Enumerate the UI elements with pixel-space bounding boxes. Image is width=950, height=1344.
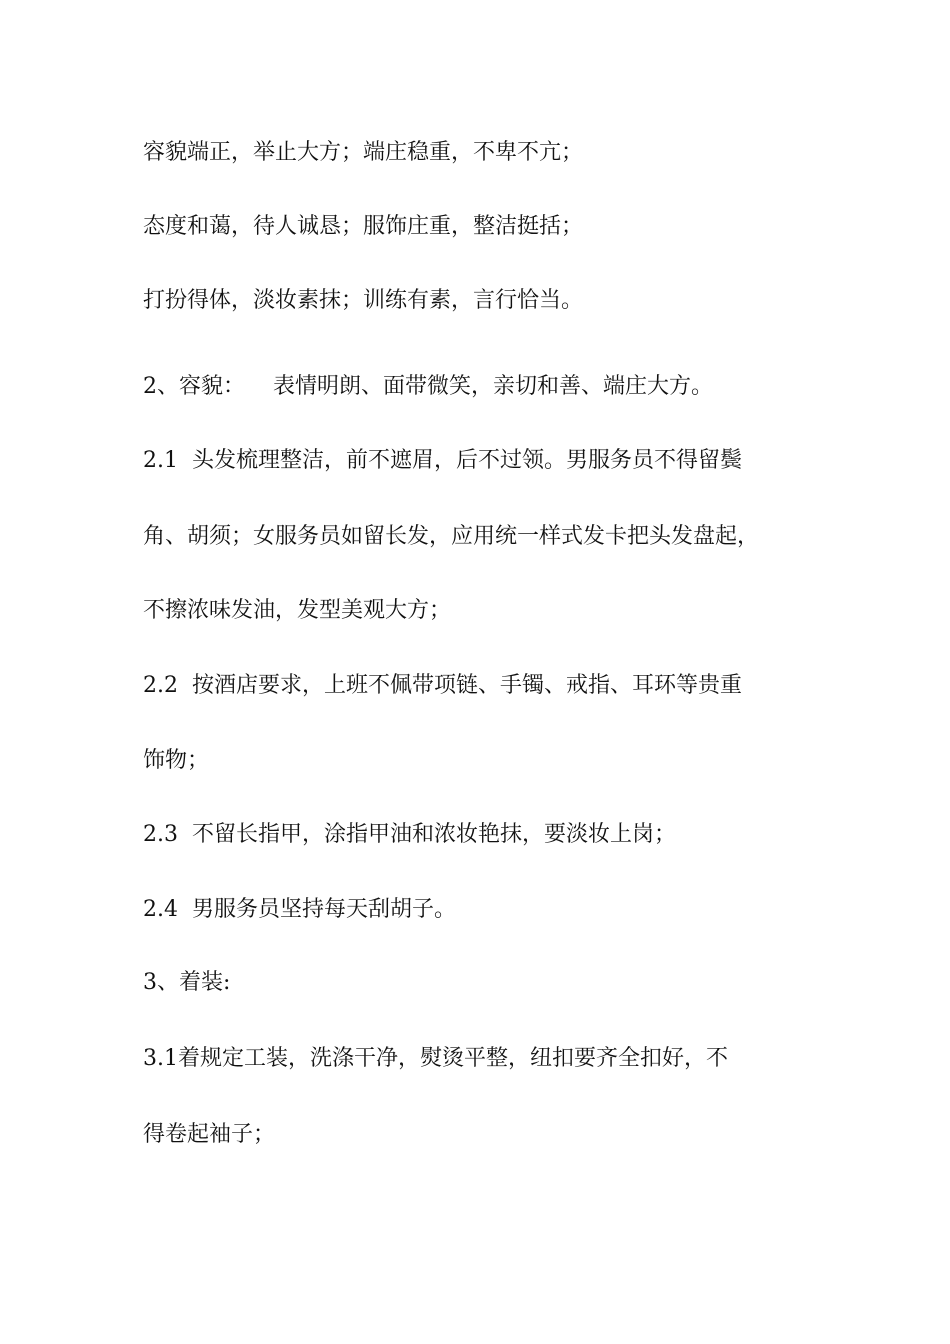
text-line: 2.4 男服务员坚持每天刮胡子。	[143, 897, 456, 922]
text-line: 2.2 按酒店要求，上班不佩带项链、手镯、戒指、耳环等贵重	[143, 673, 742, 698]
text-line: 打扮得体，淡妆素抹；训练有素，言行恰当。	[143, 288, 584, 313]
text-line: 3.1着规定工装，洗涤干净，熨烫平整，纽扣要齐全扣好，不	[143, 1046, 728, 1071]
section-heading: 2、容貌： 表情明朗、面带微笑，亲切和善、端庄大方。	[143, 374, 713, 399]
text-line: 2.3 不留长指甲，涂指甲油和浓妆艳抹，要淡妆上岗；	[143, 822, 676, 847]
text-line: 容貌端正，举止大方；端庄稳重，不卑不亢；	[143, 140, 584, 165]
text-line: 饰物；	[143, 748, 210, 773]
text-line: 角、胡须；女服务员如留长发，应用统一样式发卡把头发盘起，	[143, 524, 760, 549]
text-line: 态度和蔼，待人诚恳；服饰庄重，整洁挺括；	[143, 214, 584, 239]
text-line: 2.1 头发梳理整洁，前不遮眉，后不过领。男服务员不得留鬓	[143, 448, 742, 473]
section-heading: 3、着装:	[143, 970, 231, 995]
text-line: 不擦浓味发油，发型美观大方；	[143, 598, 452, 623]
text-line: 得卷起袖子；	[143, 1122, 276, 1147]
